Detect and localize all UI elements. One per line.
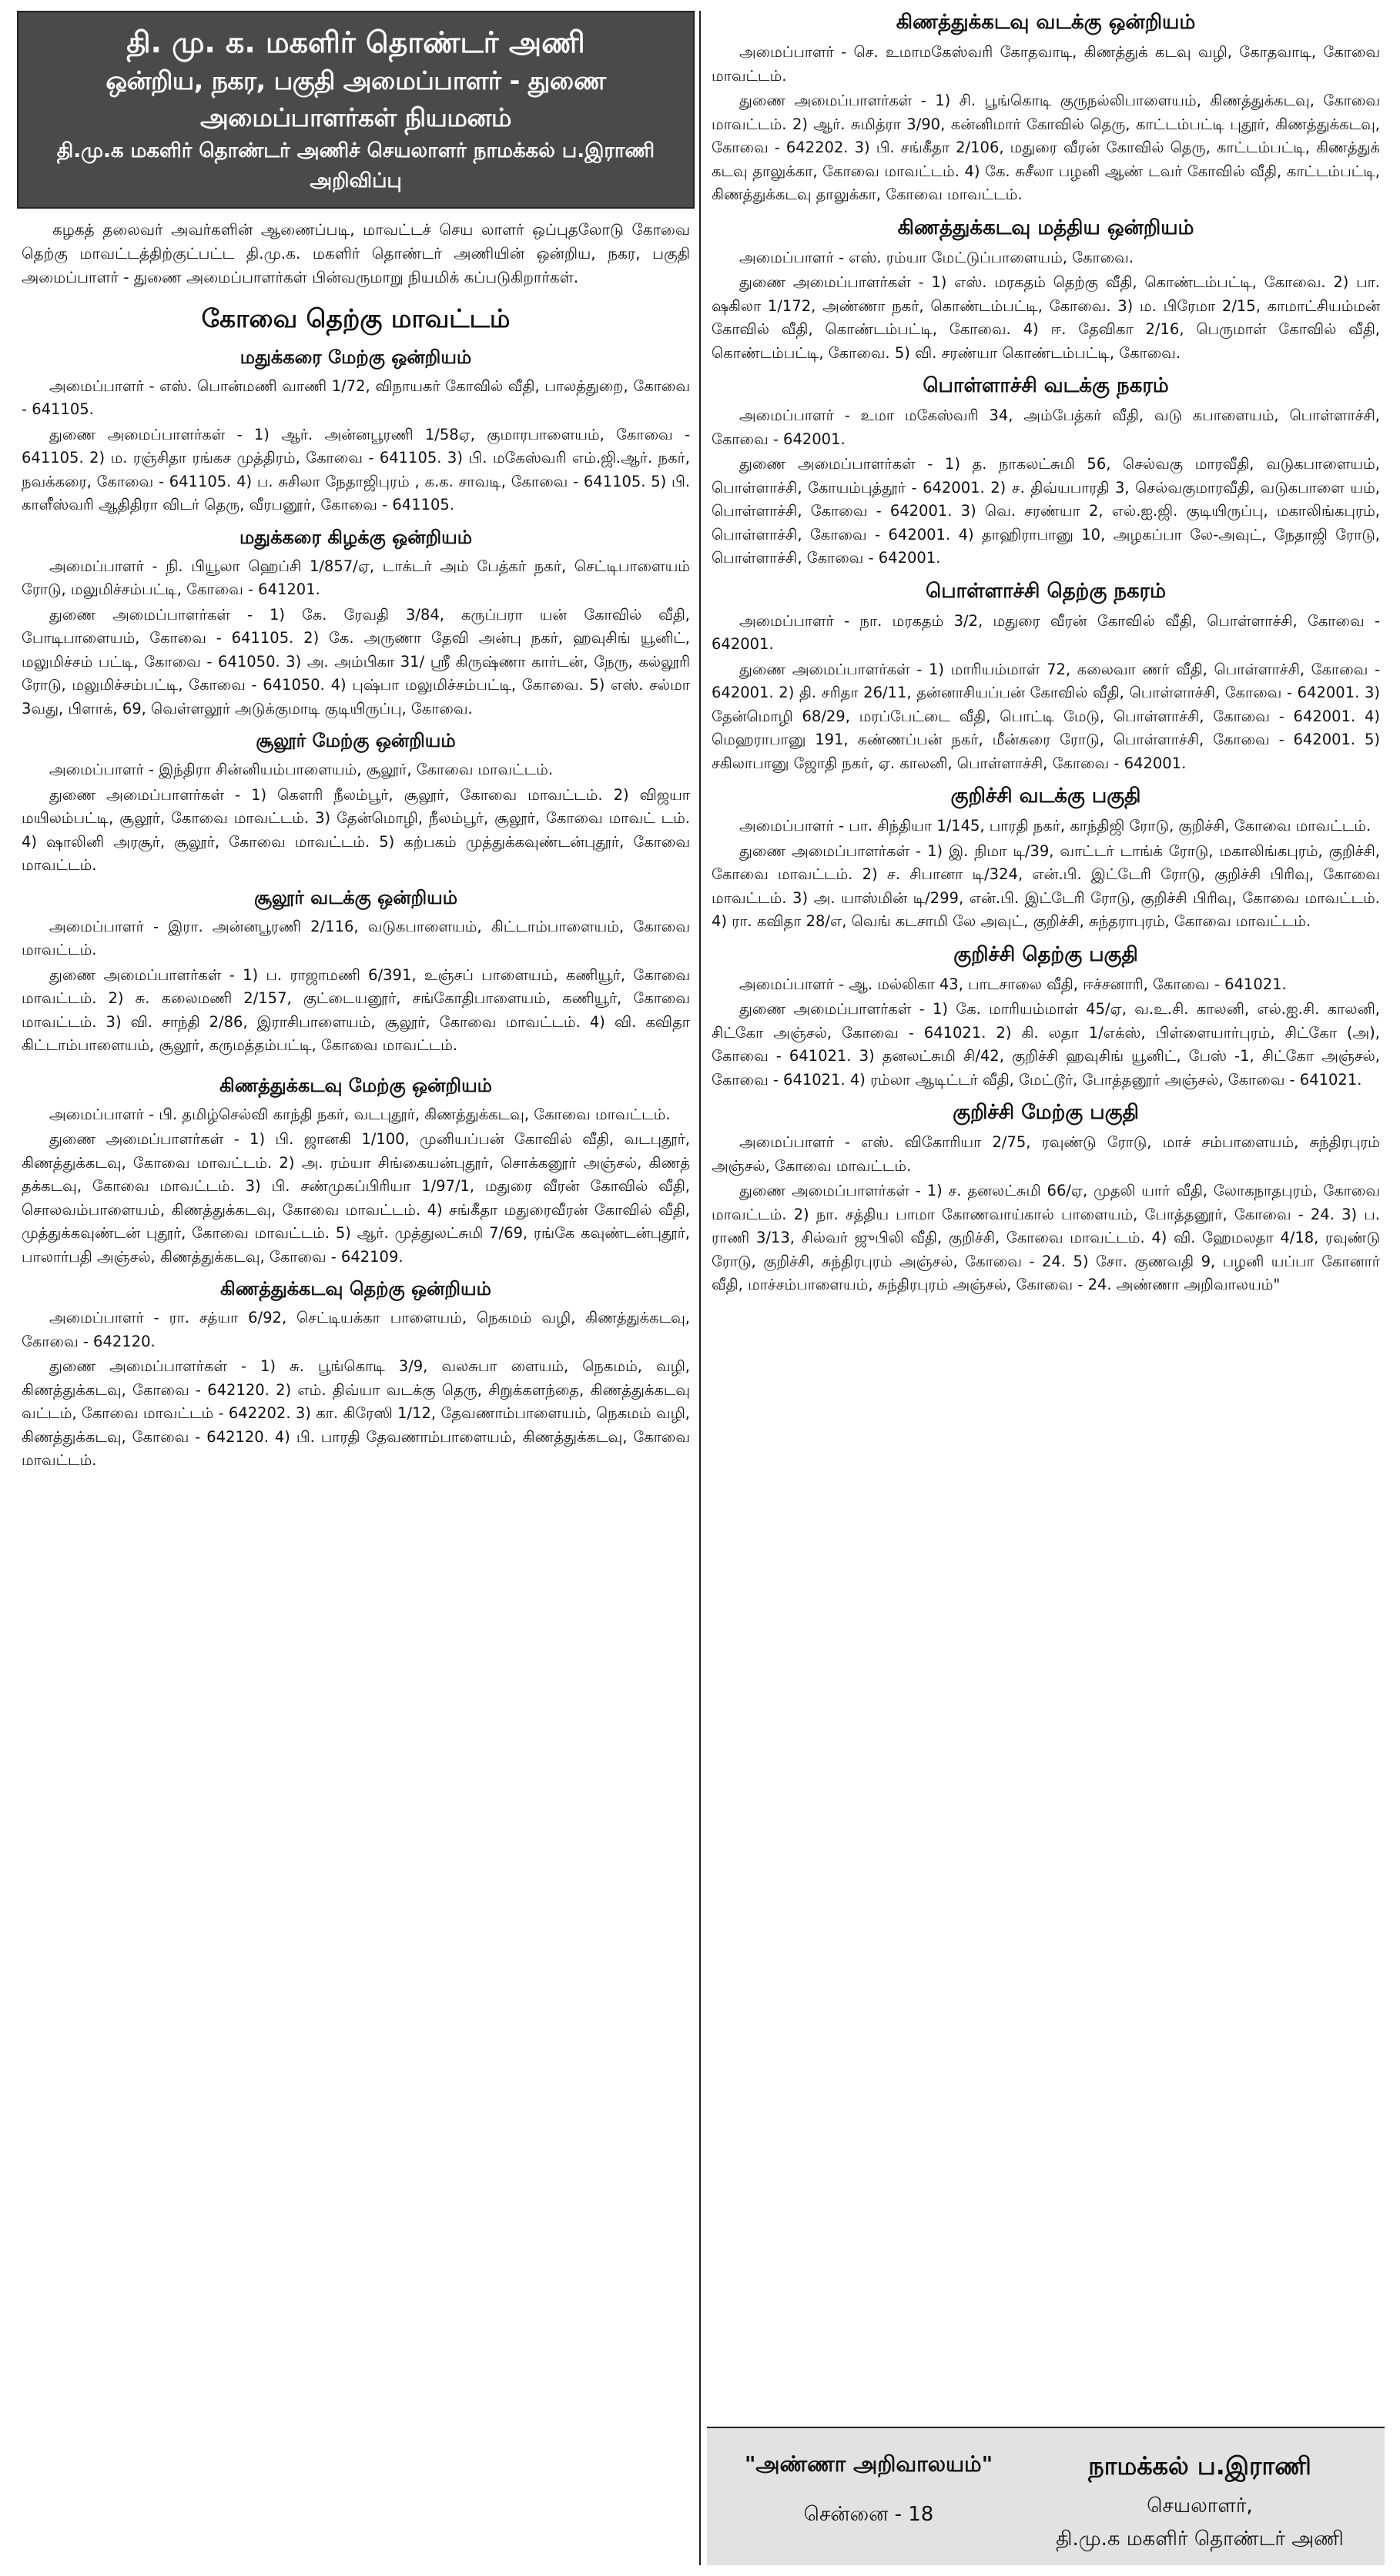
section — [707, 374, 1385, 570]
section-title: பொள்ளாச்சி வடக்கு நகரம் — [923, 374, 1169, 397]
section — [17, 730, 695, 878]
section-title: கிணத்துக்கடவு மத்திய ஒன்றியம் — [897, 216, 1194, 239]
section-title: கிணத்துக்கடவு வடக்கு ஒன்றியம் — [896, 11, 1196, 34]
district-heading: கோவை தெற்கு மாவட்டம் — [201, 303, 511, 333]
signature-footer — [707, 2427, 1385, 2565]
section-title: கிணத்துக்கடவு தெற்கு ஒன்றியம் — [220, 1278, 491, 1300]
banner-line-1: தி. மு. க. மகளிர் தொண்டர் அணி — [126, 25, 585, 59]
column-divider — [699, 11, 701, 2565]
deputies-text: துணை அமைப்பாளர்கள் - 1) கே. மாரியம்மாள் 45/ஏ, வ.உ.சி. காலனி, எல்.ஐ.சி. காலனி, சிட்கோ அஞ்சல், கோவை - 641021. 2) கி. லதா 1/எக்ஸ், பிள்ளையார்புரம், சிட்கோ (அ), கோவை - 641021. 3) தனலட்சுமி சி/42, குறிச்சி ஹவுசிங் யூனிட், பேஸ் -1, சிட்கோ அஞ்சல், கோவை - 641021. 4) ரம்லா ஆடிட்டர் வீதி, மேட்டூர், போத்தனூர் அஞ்சல், கோவை - 641021. — [712, 1000, 1380, 1089]
section — [707, 216, 1385, 366]
section — [17, 1278, 695, 1473]
deputies-text: துணை அமைப்பாளர்கள் - 1) சு. பூங்கொடி 3/9, வலசுபா ளையம், நெகமம், வழி, கிணத்துக்கடவு, கோவை - 642120. 2) எம். திவ்யா வடக்கு தெரு, சிறுக்களந்தை, கிணத்துக்கடவு வட்டம், கோவை மாவட்டம் - 642202. 3) கா. கிரேஸி 1/12, தேவணாம்பாளையம், நெகமம் வழி, கிணத்துக்கடவு, கோவை - 642120. 4) பி. பாரதி தேவணாம்பாளையம், கிணத்துக்கடவு, கோவை மாவட்டம். — [22, 1357, 690, 1470]
office-city: சென்னை - 18 — [803, 2503, 934, 2526]
banner-line-3: தி.மு.க மகளிர் தொண்டர் அணிச் செயலாளர் நாமக்கல் ப.இராணி அறிவிப்பு — [56, 139, 655, 192]
organizer-text: அமைப்பாளர் - செ. உமாமகேஸ்வரி கோதவாடி, கிணத்துக் கடவு வழி, கோதவாடி, கோவை மாவட்டம். — [712, 43, 1380, 85]
section-title: கிணத்துக்கடவு மேற்கு ஒன்றியம் — [219, 1074, 492, 1096]
deputies-text: துணை அமைப்பாளர்கள் - 1) ப. ராஜாமணி 6/391, உஞ்சப் பாளையம், கணியூர், கோவை மாவட்டம். 2) சு. கலைமணி 2/157, குட்டையனூர், சங்கோதிபாளையம், கணியூர், கோவை மாவட்டம். 3) வி. சாந்தி 2/86, இராசிபாளையம், சூலூர், கோவை மாவட்டம். 4) வி. கவிதா கிட்டாம்பாளையம், சூலூர், கருமத்தம்பட்டி, கோவை மாவட்டம். — [22, 965, 690, 1055]
section-title: பொள்ளாச்சி தெற்கு நகரம் — [925, 579, 1167, 603]
section-title: குறிச்சி வடக்கு பகுதி — [950, 785, 1141, 808]
section — [707, 1101, 1385, 1297]
signatory-name: நாமக்கல் ப.இராணி — [1088, 2451, 1311, 2481]
organizer-text: அமைப்பாளர் - பா. சிந்தியா 1/145, பாரதி நகர், காந்திஜி ரோடு, குறிச்சி, கோவை மாவட்டம். — [739, 817, 1372, 835]
organizer-text: அமைப்பாளர் - இந்திரா சின்னியம்பாளையம், சூலூர், கோவை மாவட்டம். — [49, 761, 554, 779]
deputies-text: துணை அமைப்பாளர்கள் - 1) கௌரி நீலம்பூர், சூலூர், கோவை மாவட்டம். 2) விஜயா மயிலம்பட்டி, சூலூர், கோவை மாவட்டம். 3) தேன்மொழி, நீலம்பூர், சூலூர், கோவை மாவட் டம். 4) ஷாலினி அரசூர், சூலூர், கோவை மாவட்டம். 5) கற்பகம் முத்துக்கவுண்டன்புதூர், கோவை மாவட்டம். — [22, 785, 690, 875]
signatory-role: செயலாளர், — [1147, 2494, 1253, 2517]
signatory-org: தி.மு.க மகளிர் தொண்டர் அணி — [1056, 2527, 1344, 2551]
section — [17, 527, 695, 721]
organizer-text: அமைப்பாளர் - எஸ். பொன்மணி வாணி 1/72, விநாயகர் கோவில் வீதி, பாலத்துறை, கோவை - 641105. — [22, 376, 690, 419]
deputies-text: துணை அமைப்பாளர்கள் - 1) ச. தனலட்சுமி 66/ஏ, முதலி யார் வீதி, லோகநாதபுரம், கோவை மாவட்டம். 2) நா. சத்திய பாமா கோணவாய்கால் பாளையம், போத்தனூர், கோவை - 24. 3) ப. ராணி 3/13, சில்வர் ஜுபிலி வீதி, குறிச்சி, கோவை மாவட்டம். 4) வி. ஹேமலதா 4/18, ரவுண்டு ரோடு, குறிச்சி, சுந்திரபுரம் அஞ்சல், கோவை - 24. 5) சோ. குணவதி 9, பழனி யப்பா கோனார் வீதி, மாச்சம்பாளையம், சுந்திரபுரம் அஞ்சல், கோவை - 24. அண்ணா அறிவாலயம்" — [712, 1182, 1380, 1293]
right-column — [707, 11, 1385, 2565]
signatory-block — [1030, 2451, 1369, 2553]
section-title: சூலூர் மேற்கு ஒன்றியம் — [256, 730, 456, 752]
deputies-text: துணை அமைப்பாளர்கள் - 1) கே. ரேவதி 3/84, கருப்பரா யன் கோவில் வீதி, போடிபாளையம், கோவை - 641105. 2) கே. அருணா தேவி அன்பு நகர், ஹவுசிங் யூனிட், மலுமிச்சம் பட்டி, கோவை - 641050. 3) அ. அம்பிகா 31/ ஸ்ரீ கிருஷ்ணா கார்டன், நேரு, கல்லூரி ரோடு, மலுமிச்சம்பட்டி, கோவை - 641050. 4) புஷ்பா மலுமிச்சம்பட்டி, கோவை. 5) எஸ். சல்மா 3வது, பிளாக், 69, வெள்ளலூர் அடுக்குமாடி குடியிருப்பு, கோவை. — [22, 605, 690, 718]
section — [707, 785, 1385, 934]
section — [707, 580, 1385, 776]
banner-line-2: ஒன்றிய, நகர, பகுதி அமைப்பாளர் - துணை அமைப்பாளர்கள் நியமனம் — [106, 65, 606, 133]
section — [17, 887, 695, 1058]
left-column — [17, 11, 695, 2565]
deputies-text: துணை அமைப்பாளர்கள் - 1) இ. நிமா டி/39, வாட்டர் டாங்க் ரோடு, மகாலிங்கபுரம், குறிச்சி, கோவை மாவட்டம். 2) ச. சிபானா டி/324, என்.பி. இட்டேரி ரோடு, குறிச்சி பிரிவு, கோவை மாவட்டம். 3) அ. யாஸ்மின் டி/299, என்.பி. இட்டேரி ரோடு, குறிச்சி பிரிவு, கோவை மாவட்டம். 4) ரா. கவிதா 28/எ, வெங் கடசாமி லே அவுட், குறிச்சி, சுந்தராபுரம், கோவை மாவட்டம். — [712, 841, 1380, 930]
organizer-text: அமைப்பாளர் - நி. பியூலா ஹெப்சி 1/857/ஏ, டாக்டர் அம் பேத்கர் நகர், செட்டிபாளையம் ரோடு, மலுமிச்சம்பட்டி, கோவை - 641201. — [22, 557, 690, 599]
deputies-text: துணை அமைப்பாளர்கள் - 1) மாரியம்மாள் 72, கலைவா ணர் வீதி, பொள்ளாச்சி, கோவை - 642001. 2) தி. சரிதா 26/11, தன்னாசியப்பன் கோவில் வீதி, பொள்ளாச்சி, கோவை - 642001. 3) தேன்மொழி 68/29, மரப்பேட்டை வீதி, பொட்டி மேடு, பொள்ளாச்சி, கோவை - 642001. 4) மெஹராபானு 191, கண்ணப்பன் நகர், மீன்கரை ரோடு, பொள்ளாச்சி, கோவை - 642001. 5) சகிலாபானு ஜோதி நகர், ஏ. காலனி, பொள்ளாச்சி, கோவை - 642001. — [712, 660, 1380, 772]
organizer-text: அமைப்பாளர் - பி. தமிழ்செல்வி காந்தி நகர், வடபுதூர், கிணத்துக்கடவு, கோவை மாவட்டம். — [49, 1105, 671, 1123]
section — [707, 11, 1385, 207]
deputies-text: துணை அமைப்பாளர்கள் - 1) எஸ். மரகதம் தெற்கு வீதி, கொண்டம்பட்டி, கோவை. 2) பா. ஷகிலா 1/172, அண்ணா நகர், கொண்டம்பட்டி, கோவை. 3) ம. பிரேமா 2/15, காமாட்சியம்மன் கோவில் வீதி, கொண்டம்பட்டி, கோவை. 4) ஈ. தேவிகா 2/16, பெருமாள் கோவில் வீதி, கொண்டம்பட்டி, கோவை. 5) வி. சரண்யா கொண்டம்பட்டி, கோவை. — [712, 273, 1380, 362]
organizer-text: அமைப்பாளர் - எஸ். விகோரியா 2/75, ரவுண்டு ரோடு, மாச் சம்பாளையம், சுந்திரபுரம் அஞ்சல், கோவை மாவட்டம். — [712, 1133, 1380, 1175]
section — [17, 1075, 695, 1270]
deputies-text: துணை அமைப்பாளர்கள் - 1) பி. ஜானகி 1/100, முனியப்பன் கோவில் வீதி, வடபுதூர், கிணத்துக்கடவு, கோவை மாவட்டம். 2) அ. ரம்யா சிங்கையன்புதூர், சொக்கனூர் அஞ்சல், கிணத் தக்கடவு, கோவை மாவட்டம். 3) பி. சண்முகப்பிரியா 1/97/1, மதுரை வீரன் கோவில் வீதி, சொலவம்பாளையம், கிணத்துக்கடவு, கோவை மாவட்டம். 4) சங்கீதா மதுரைவீரன் கோவில் வீதி, முத்துக்கவுண்டன் புதூர், கோவை மாவட்டம். 5) ஆர். முத்துலட்சுமி 7/69, ரங்கே கவுண்டன்புதூர், பாலார்பதி அஞ்சல், கிணத்துக்கடவு, கோவை - 642109. — [22, 1130, 690, 1266]
office-name: "அண்ணா அறிவாலயம்" — [744, 2451, 993, 2477]
organizer-text: அமைப்பாளர் - எஸ். ரம்யா மேட்டுப்பாளையம், கோவை. — [739, 248, 1134, 266]
intro-paragraph: கழகத் தலைவர் அவர்களின் ஆணைப்படி, மாவட்டச் செய லாளர் ஒப்புதலோடு கோவை தெற்கு மாவட்டத்திற்குட்பட்ட தி.மு.க. மகளிர் தொண்டர் அணியின் ஒன்றிய, நகர, பகுதி அமைப்பாளர் - துணை அமைப்பாளர்கள் பின்வருமாறு நியமிக் கப்படுகிறார்கள். — [22, 219, 690, 286]
section — [17, 346, 695, 517]
deputies-text: துணை அமைப்பாளர்கள் - 1) ஆர். அன்னபூரணி 1/58ஏ, குமாரபாளையம், கோவை - 641105. 2) ம. ரஞ்சிதா ரங்கச முத்திரம், கோவை - 641105. 3) பி. மகேஸ்வரி எம்.ஜி.ஆர். நகர், நவக்கரை, கோவை - 641105. 4) ப. சுசிலா நேதாஜிபுரம் , க.க. சாவடி, கோவை - 641105. 5) பி. காளீஸ்வரி ஆதிதிரா விடர் தெரு, வீரபனூர், கோவை - 641105. — [22, 425, 690, 514]
organizer-text: அமைப்பாளர் - உமா மகேஸ்வரி 34, அம்பேத்கர் வீதி, வடு கபாளையம், பொள்ளாச்சி, கோவை - 642001. — [712, 406, 1380, 448]
deputies-text: துணை அமைப்பாளர்கள் - 1) த. நாகலட்சுமி 56, செல்வகு மாரவீதி, வடுகபாளையம், பொள்ளாச்சி, கோயம்புத்தூர் - 642001. 2) ச. திவ்யபாரதி 3, செல்வகுமாரவீதி, வடுகபாளை யம், பொள்ளாச்சி, கோவை - 642001. 3) வெ. சரண்யா 2, எல்.ஐ.ஜி. குடியிருப்பு, மகாலிங்கபுரம், பொள்ளாச்சி, கோவை - 642001. 4) தாஹிராபானு 10, அழகப்பா லே-அவுட், நேதாஜி ரோடு, பொள்ளாச்சி, கோவை - 642001. — [712, 455, 1380, 567]
deputies-text: துணை அமைப்பாளர்கள் - 1) சி. பூங்கொடி குருநல்லிபாளையம், கிணத்துக்கடவு, கோவை மாவட்டம். 2) ஆர். சுமித்ரா 3/90, கன்னிமார் கோவில் தெரு, காட்டம்பட்டி புதூர், கிணத்துக்கடவு, கோவை - 642202. 3) பி. சங்கீதா 2/106, மதுரை வீரன் கோவில் தெரு, காட்டம்பட்டி, கிணத்துக் கடவு தாலுக்கா, கோவை மாவட்டம். 4) கே. சுசீலா பழனி ஆண் டவர் கோவில் வீதி, காட்டம்பட்டி, கிணத்துக்கடவு தாலுக்கா, கோவை மாவட்டம். — [712, 92, 1380, 203]
section-title: சூலூர் வடக்கு ஒன்றியம் — [253, 886, 458, 908]
organizer-text: அமைப்பாளர் - நா. மரகதம் 3/2, மதுரை வீரன் கோவில் வீதி, பொள்ளாச்சி, கோவை - 642001. — [712, 611, 1380, 653]
office-block — [722, 2451, 1015, 2528]
organizer-text: அமைப்பாளர் - இரா. அன்னபூரணி 2/116, வடுகபாளையம், கிட்டாம்பாளையம், கோவை மாவட்டம். — [22, 917, 690, 959]
section-title: மதுக்கரை மேற்கு ஒன்றியம் — [239, 346, 472, 368]
section-title: குறிச்சி மேற்கு பகுதி — [953, 1101, 1139, 1124]
organizer-text: அமைப்பாளர் - ஆ. மல்லிகா 43, பாடசாலை வீதி, ஈச்சனாரி, கோவை - 641021. — [739, 975, 1287, 993]
organizer-text: அமைப்பாளர் - ரா. சத்யா 6/92, செட்டியக்கா பாளையம், நெகமம் வழி, கிணத்துக்கடவு, கோவை - 642120. — [22, 1309, 690, 1350]
section-title: மதுக்கரை கிழக்கு ஒன்றியம் — [239, 526, 473, 548]
section — [707, 943, 1385, 1092]
headline-banner — [17, 11, 695, 209]
section-title: குறிச்சி தெற்கு பகுதி — [953, 942, 1138, 966]
